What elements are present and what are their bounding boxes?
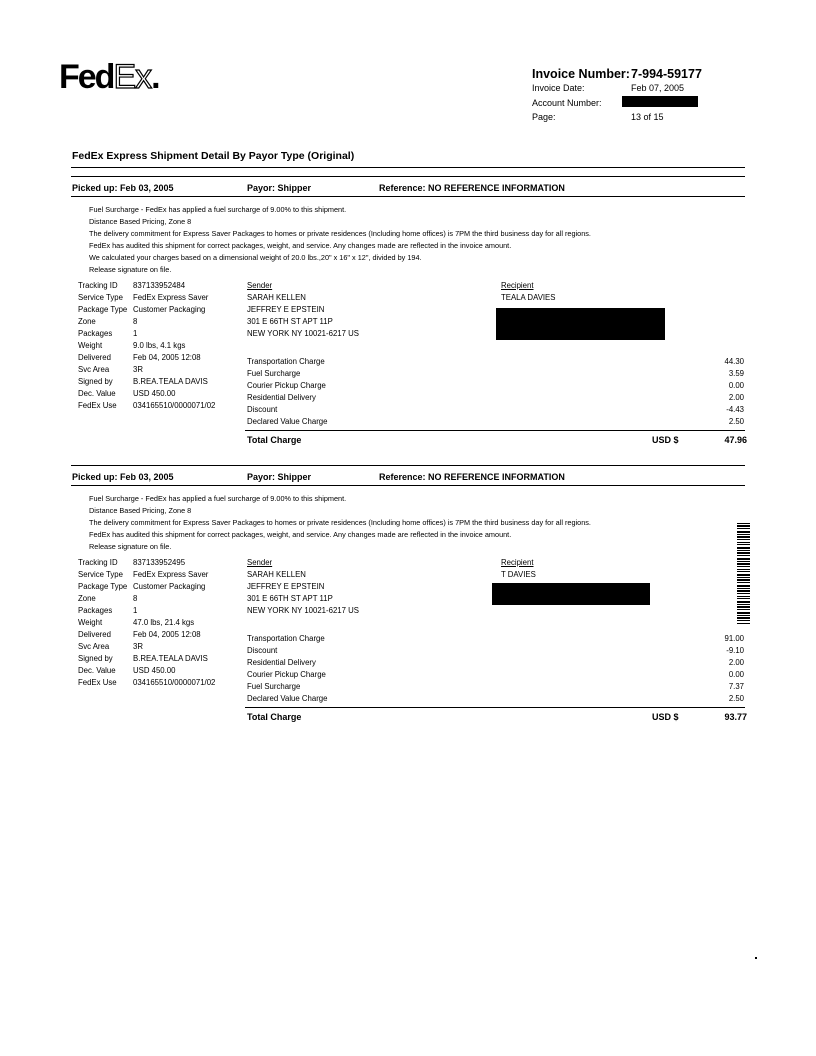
charge-amount: 3.59 bbox=[728, 369, 744, 378]
barcode-bar bbox=[737, 612, 750, 614]
charge-amount: 44.30 bbox=[724, 357, 744, 366]
shipment-1-note: FedEx has audited this shipment for correct packages, weight, and service. Any changes made are reflected in the invoice amount. bbox=[89, 241, 512, 250]
shipment-2-note: The delivery commitment for Express Saver Packages to homes or private residences (Including home offices) is 7PM the third business day for all regions. bbox=[89, 518, 591, 527]
logo-dot: . bbox=[151, 58, 159, 96]
charge-amount: 2.50 bbox=[728, 417, 744, 426]
signed-by: B.REA.TEALA DAVIS bbox=[133, 654, 208, 663]
charge-label: Residential Delivery bbox=[247, 658, 316, 667]
charge-label: Transportation Charge bbox=[247, 357, 325, 366]
total-currency: USD $ bbox=[652, 712, 679, 722]
barcode-bar bbox=[737, 550, 750, 551]
sender-line: NEW YORK NY 10021-6217 US bbox=[247, 329, 359, 338]
dec-value: USD 450.00 bbox=[133, 389, 176, 398]
charge-amount: 91.00 bbox=[724, 634, 744, 643]
fedex-logo bbox=[59, 60, 159, 94]
charge-label: Fuel Surcharge bbox=[247, 682, 301, 691]
service-type: FedEx Express Saver bbox=[133, 293, 209, 302]
charge-label: Courier Pickup Charge bbox=[247, 670, 326, 679]
side-barcode bbox=[737, 523, 750, 625]
sender-line: 301 E 66TH ST APT 11P bbox=[247, 594, 333, 603]
barcode-bar bbox=[737, 593, 750, 594]
shipment-1-picked-up: Picked up: Feb 03, 2005 bbox=[72, 183, 174, 193]
charge-label: Discount bbox=[247, 405, 278, 414]
charge-label: Residential Delivery bbox=[247, 393, 316, 402]
barcode-bar bbox=[737, 598, 750, 599]
zone-label: Zone bbox=[78, 594, 96, 603]
barcode-bar bbox=[737, 566, 750, 567]
barcode-bar bbox=[737, 577, 750, 578]
charge-label: Courier Pickup Charge bbox=[247, 381, 326, 390]
signed-by-label: Signed by bbox=[78, 377, 113, 386]
zone: 8 bbox=[133, 594, 138, 603]
shipment-1-reference: Reference: NO REFERENCE INFORMATION bbox=[379, 183, 565, 193]
invoice-number-label: Invoice Number: bbox=[532, 67, 630, 81]
shipment-1-note: Release signature on file. bbox=[89, 265, 172, 274]
total-label: Total Charge bbox=[247, 435, 302, 445]
sender-line: JEFFREY E EPSTEIN bbox=[247, 582, 325, 591]
barcode-bar bbox=[737, 569, 750, 570]
charge-label: Declared Value Charge bbox=[247, 417, 328, 426]
sender-header: Sender bbox=[247, 558, 273, 567]
recipient-line: T DAVIES bbox=[501, 570, 536, 579]
recipient-address-redaction bbox=[496, 308, 665, 340]
shipment-1-header-rule bbox=[71, 196, 745, 197]
package-type-label: Package Type bbox=[78, 582, 128, 591]
charge-amount: -4.43 bbox=[726, 405, 744, 414]
packages: 1 bbox=[133, 606, 138, 615]
fedex-use: 034165510/0000071/02 bbox=[133, 401, 216, 410]
barcode-bar bbox=[737, 558, 750, 560]
zone-label: Zone bbox=[78, 317, 96, 326]
fedex-use: 034165510/0000071/02 bbox=[133, 678, 216, 687]
barcode-bar bbox=[737, 561, 750, 562]
barcode-bar bbox=[737, 615, 750, 616]
barcode-bar bbox=[737, 588, 750, 589]
charge-amount: 2.50 bbox=[728, 694, 744, 703]
barcode-bar bbox=[737, 528, 750, 529]
shipment-1-top-rule bbox=[71, 176, 745, 177]
barcode-bar bbox=[737, 609, 750, 610]
page-dot bbox=[755, 957, 757, 959]
charge-amount: 0.00 bbox=[728, 670, 744, 679]
charge-label: Discount bbox=[247, 646, 278, 655]
shipment-2-reference: Reference: NO REFERENCE INFORMATION bbox=[379, 472, 565, 482]
barcode-bar bbox=[737, 552, 750, 554]
charge-amount: 2.00 bbox=[728, 658, 744, 667]
shipment-2-note: FedEx has audited this shipment for correct packages, weight, and service. Any changes made are reflected in the invoice amount. bbox=[89, 530, 512, 539]
charge-label: Transportation Charge bbox=[247, 634, 325, 643]
tracking-id: 837133952484 bbox=[133, 281, 186, 290]
barcode-bar bbox=[737, 617, 750, 619]
title-rule bbox=[71, 167, 745, 168]
service-type-label: Service Type bbox=[78, 293, 123, 302]
tracking-id-label: Tracking ID bbox=[78, 281, 118, 290]
weight-label: Weight bbox=[78, 618, 103, 627]
delivered-label: Delivered bbox=[78, 630, 111, 639]
weight: 9.0 lbs, 4.1 kgs bbox=[133, 341, 186, 350]
barcode-bar bbox=[737, 579, 750, 581]
dec-value-label: Dec. Value bbox=[78, 666, 116, 675]
packages-label: Packages bbox=[78, 606, 113, 615]
barcode-bar bbox=[737, 574, 750, 576]
total-amount: 47.96 bbox=[724, 435, 747, 445]
fedex-use-label: FedEx Use bbox=[78, 678, 117, 687]
sender-line: 301 E 66TH ST APT 11P bbox=[247, 317, 333, 326]
barcode-bar bbox=[737, 582, 750, 583]
service-type: FedEx Express Saver bbox=[133, 570, 209, 579]
dec-value: USD 450.00 bbox=[133, 666, 176, 675]
delivered-label: Delivered bbox=[78, 353, 111, 362]
total-rule bbox=[245, 430, 745, 431]
shipment-2-picked-up: Picked up: Feb 03, 2005 bbox=[72, 472, 174, 482]
total-rule bbox=[245, 707, 745, 708]
charge-label: Declared Value Charge bbox=[247, 694, 328, 703]
account-number-label: Account Number: bbox=[532, 98, 602, 108]
page-number: 13 of 15 bbox=[631, 112, 664, 122]
invoice-date-label: Invoice Date: bbox=[532, 83, 585, 93]
invoice-number: 7-994-59177 bbox=[631, 67, 702, 81]
barcode-bar bbox=[737, 539, 750, 540]
shipment-2-note: Fuel Surcharge - FedEx has applied a fuel surcharge of 9.00% to this shipment. bbox=[89, 494, 347, 503]
svc-area: 3R bbox=[133, 642, 143, 651]
barcode-bar bbox=[737, 547, 750, 549]
shipment-1-note: Distance Based Pricing, Zone 8 bbox=[89, 217, 192, 226]
barcode-bar bbox=[737, 585, 750, 587]
logo-ex: Ex bbox=[113, 58, 152, 96]
sender-header: Sender bbox=[247, 281, 273, 290]
shipment-2-payor: Payor: Shipper bbox=[247, 472, 312, 482]
total-label: Total Charge bbox=[247, 712, 302, 722]
shipment-1-note: We calculated your charges based on a dimensional weight of 20.0 lbs.,20" x 16" x 12", divided by 194. bbox=[89, 253, 422, 262]
shipment-2-header-rule bbox=[71, 485, 745, 486]
shipment-1-payor: Payor: Shipper bbox=[247, 183, 312, 193]
sender-line: JEFFREY E EPSTEIN bbox=[247, 305, 325, 314]
sender-line: SARAH KELLEN bbox=[247, 293, 306, 302]
packages: 1 bbox=[133, 329, 138, 338]
barcode-bar bbox=[737, 523, 750, 524]
barcode-bar bbox=[737, 525, 750, 527]
shipment-2-note: Distance Based Pricing, Zone 8 bbox=[89, 506, 192, 515]
tracking-id: 837133952495 bbox=[133, 558, 186, 567]
barcode-bar bbox=[737, 544, 750, 545]
account-number-redaction bbox=[622, 96, 698, 107]
barcode-bar bbox=[737, 555, 750, 556]
charge-amount: -9.10 bbox=[726, 646, 744, 655]
signed-by-label: Signed by bbox=[78, 654, 113, 663]
charge-amount: 7.37 bbox=[728, 682, 744, 691]
package-type: Customer Packaging bbox=[133, 305, 206, 314]
total-amount: 93.77 bbox=[724, 712, 747, 722]
sender-line: SARAH KELLEN bbox=[247, 570, 306, 579]
recipient-header: Recipient bbox=[501, 558, 534, 567]
barcode-bar bbox=[737, 601, 750, 603]
dec-value-label: Dec. Value bbox=[78, 389, 116, 398]
invoice-date: Feb 07, 2005 bbox=[631, 83, 685, 93]
page-label: Page: bbox=[532, 112, 556, 122]
barcode-bar bbox=[737, 534, 750, 535]
barcode-bar bbox=[737, 563, 750, 565]
barcode-bar bbox=[737, 606, 750, 608]
signed-by: B.REA.TEALA DAVIS bbox=[133, 377, 208, 386]
shipment-1-note: Fuel Surcharge - FedEx has applied a fuel surcharge of 9.00% to this shipment. bbox=[89, 205, 347, 214]
total-currency: USD $ bbox=[652, 435, 679, 445]
logo-fed: Fed bbox=[59, 58, 114, 96]
charge-amount: 0.00 bbox=[728, 381, 744, 390]
shipment-1-note: The delivery commitment for Express Saver Packages to homes or private residences (Including home offices) is 7PM the third business day for all regions. bbox=[89, 229, 591, 238]
svc-area-label: Svc Area bbox=[78, 365, 110, 374]
shipment-2-note: Release signature on file. bbox=[89, 542, 172, 551]
page-title: FedEx Express Shipment Detail By Payor Type (Original) bbox=[72, 150, 355, 162]
shipment-2-top-rule bbox=[71, 465, 745, 466]
weight-label: Weight bbox=[78, 341, 103, 350]
svc-area-label: Svc Area bbox=[78, 642, 110, 651]
sender-line: NEW YORK NY 10021-6217 US bbox=[247, 606, 359, 615]
svc-area: 3R bbox=[133, 365, 143, 374]
barcode-bar bbox=[737, 596, 750, 597]
recipient-line: TEALA DAVIES bbox=[501, 293, 556, 302]
charge-amount: 2.00 bbox=[728, 393, 744, 402]
tracking-id-label: Tracking ID bbox=[78, 558, 118, 567]
recipient-address-redaction bbox=[492, 583, 650, 605]
barcode-bar bbox=[737, 531, 750, 533]
package-type-label: Package Type bbox=[78, 305, 128, 314]
packages-label: Packages bbox=[78, 329, 113, 338]
barcode-bar bbox=[737, 542, 750, 543]
package-type: Customer Packaging bbox=[133, 582, 206, 591]
barcode-bar bbox=[737, 590, 750, 592]
weight: 47.0 lbs, 21.4 kgs bbox=[133, 618, 195, 627]
barcode-bar bbox=[737, 604, 750, 605]
barcode-bar bbox=[737, 536, 750, 538]
service-type-label: Service Type bbox=[78, 570, 123, 579]
barcode-bar bbox=[737, 623, 750, 624]
delivered: Feb 04, 2005 12:08 bbox=[133, 353, 201, 362]
fedex-use-label: FedEx Use bbox=[78, 401, 117, 410]
zone: 8 bbox=[133, 317, 138, 326]
delivered: Feb 04, 2005 12:08 bbox=[133, 630, 201, 639]
barcode-bar bbox=[737, 571, 750, 572]
barcode-bar bbox=[737, 620, 750, 621]
recipient-header: Recipient bbox=[501, 281, 534, 290]
charge-label: Fuel Surcharge bbox=[247, 369, 301, 378]
